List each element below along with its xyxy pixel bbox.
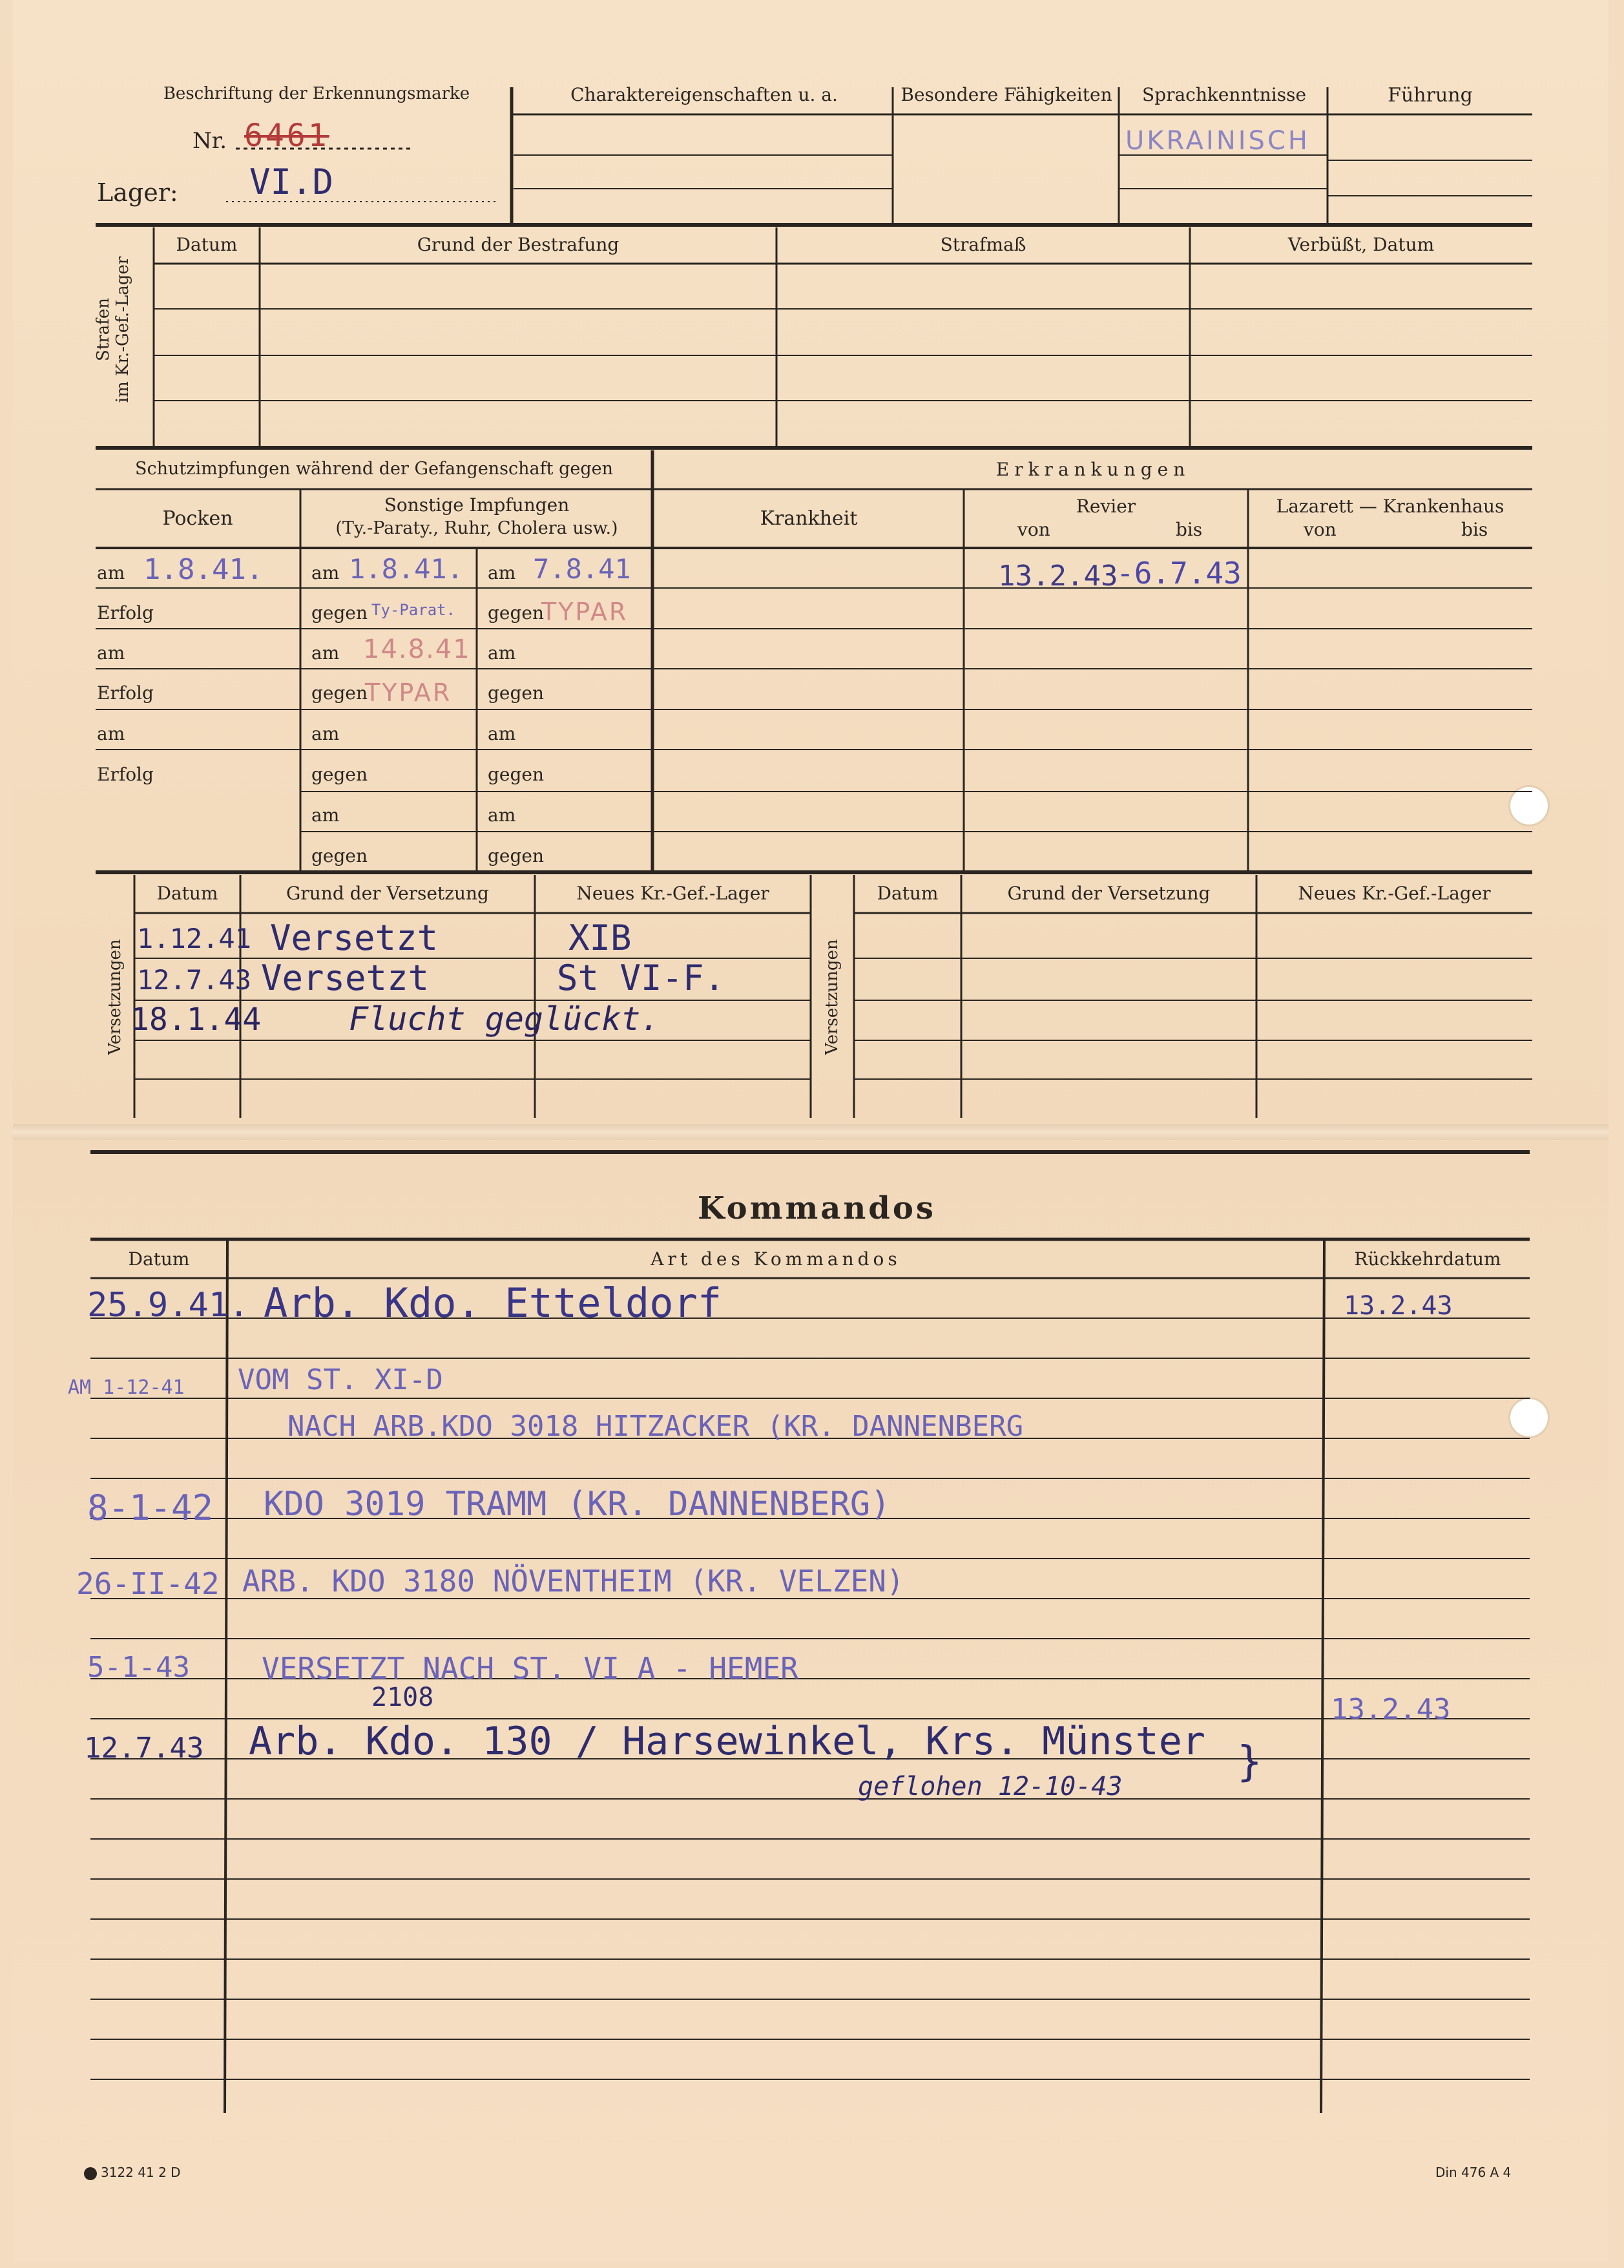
marke-header: Beschriftung der Erkennungsmarke: [163, 84, 470, 103]
komm-row-datum: 12.7.43: [84, 1732, 204, 1765]
pocken-am-label: am: [97, 723, 125, 744]
brace-mark: }: [1237, 1738, 1262, 1786]
strafen-grund-header: Grund der Bestrafung: [417, 234, 619, 255]
komm-row-art: VOM ST. XI-D: [238, 1363, 443, 1396]
pocken-am-value: 1.8.41.: [143, 553, 264, 586]
versetz2-datum-header: Datum: [877, 883, 939, 904]
s3-gegen-label: gegen: [311, 682, 368, 704]
pocken-erfolg-label: Erfolg: [97, 602, 154, 624]
s8-am-label: am: [488, 804, 516, 826]
pocken-am-label: am: [97, 562, 125, 583]
kommandos-title: Kommandos: [698, 1190, 936, 1226]
lager-label: Lager:: [97, 178, 178, 207]
lazarett-header: Lazarett — Krankenhaus: [1276, 496, 1504, 517]
s3-gegen-value: TYPAR: [365, 678, 452, 707]
strafen-datum-header: Datum: [176, 234, 238, 255]
komm-row-datum: 26-II-42: [76, 1566, 220, 1601]
s4-gegen-label: gegen: [488, 682, 545, 704]
form-number: [84, 2165, 181, 2180]
strafen-side-label-2: im Kr.-Gef.-Lager: [113, 256, 132, 403]
versetz-grund-header: Grund der Versetzung: [286, 883, 489, 904]
s1-am-label: am: [311, 562, 340, 583]
versetz-side-label-right: Versetzungen: [822, 939, 842, 1055]
komm-datum-header: Datum: [128, 1248, 190, 1270]
versetz-row-datum: 1.12.41: [137, 923, 252, 954]
s7-gegen-label: gegen: [311, 845, 368, 866]
s5-am-label: am: [311, 723, 340, 744]
komm-row-datum: 5-1-43: [87, 1651, 190, 1684]
lager-value: VI.D: [249, 162, 334, 202]
strafen-side-label-1: Strafen: [94, 298, 113, 361]
impf-title: Schutzimpfungen während der Gefangenschaft gegen: [135, 459, 613, 479]
revier-bis-value: -6.7.43: [1116, 556, 1242, 591]
form-emblem-icon: [84, 2167, 97, 2180]
komm-row-datum: AM 1-12-41: [68, 1376, 185, 1399]
komm-row-art: VERSETZT NACH ST. VI A - HEMER: [262, 1651, 798, 1686]
s6-am-label: am: [488, 723, 516, 744]
komm-row-datum: 25.9.41.: [87, 1286, 249, 1325]
komm-row-datum: 8-1-42: [87, 1487, 214, 1528]
lazarett-bis-label: bis: [1461, 519, 1488, 540]
revier-header: Revier: [1076, 496, 1136, 517]
impf-pocken-header: Pocken: [162, 507, 233, 530]
komm-row-art: geflohen 12-10-43: [858, 1772, 1123, 1801]
impf-sonstige-sub: (Ty.-Paraty., Ruhr, Cholera usw.): [335, 518, 618, 538]
strafen-side-label: [94, 236, 132, 423]
versetz-row-datum: 18.1.44: [130, 1002, 262, 1038]
s6-gegen-label: gegen: [488, 764, 545, 785]
lazarett-von-label: von: [1304, 519, 1337, 540]
s5-gegen-label: gegen: [311, 764, 368, 785]
versetz2-neues-header: Neues Kr.-Gef.-Lager: [1298, 883, 1491, 904]
versetz-row-lager: St VI-F.: [557, 958, 725, 998]
sprach-header: Sprachkenntnisse: [1141, 84, 1307, 105]
revier-von-value: 13.2.43: [998, 560, 1118, 593]
komm-row-art: Arb. Kdo. Etteldorf: [264, 1279, 722, 1327]
fuehrung-header: Führung: [1388, 84, 1473, 107]
s1-gegen-label: gegen: [311, 602, 368, 624]
komm-rueck-header: Rückkehrdatum: [1354, 1248, 1501, 1270]
komm-row-rueck: 13.2.43: [1331, 1693, 1451, 1726]
s2-am-label: am: [488, 562, 516, 583]
krankheit-header: Krankheit: [760, 507, 858, 530]
versetz-row-datum: 12.7.43: [137, 964, 252, 996]
erkrank-title: Erkrankungen: [995, 459, 1191, 480]
revier-von-label: von: [1017, 519, 1050, 540]
s2-am-value: 7.8.41: [533, 553, 631, 585]
s3-am-label: am: [311, 642, 340, 664]
faehig-header: Besondere Fähigkeiten: [900, 84, 1112, 105]
pocken-erfolg-label: Erfolg: [97, 682, 154, 704]
versetz-datum-header: Datum: [156, 883, 218, 904]
komm-art-header: Art des Kommandos: [651, 1248, 901, 1270]
komm-row-art: ARB. KDO 3180 NÖVENTHEIM (KR. VELZEN): [242, 1564, 904, 1599]
komm-note-above: 2108: [371, 1683, 434, 1712]
strafen-verbuesst-header: Verbüßt, Datum: [1287, 234, 1435, 255]
komm-row-art: Arb. Kdo. 130 / Harsewinkel, Krs. Münster: [249, 1719, 1206, 1764]
versetz-row-grund: Versetzt: [261, 958, 430, 998]
s7-am-label: am: [311, 804, 340, 826]
s3-am-value: 14.8.41: [363, 635, 471, 664]
nr-label: Nr.: [193, 128, 227, 154]
pocken-erfolg-label: Erfolg: [97, 764, 154, 785]
s4-am-label: am: [488, 642, 516, 664]
strafen-strafmass-header: Strafmaß: [940, 234, 1026, 255]
revier-bis-label: bis: [1176, 519, 1203, 540]
s2-gegen-label: gegen: [488, 602, 545, 624]
versetz-row-grund: Versetzt: [270, 918, 439, 958]
versetz-row-grund: Flucht geglückt.: [349, 1000, 660, 1038]
s2-gegen-value: TYPAR: [541, 598, 629, 626]
nr-value: 6461: [244, 118, 329, 154]
char-header: Charaktereigenschaften u. a.: [570, 84, 838, 105]
versetz-row-lager: XIB: [568, 918, 632, 958]
versetz-neues-header: Neues Kr.-Gef.-Lager: [576, 883, 769, 904]
komm-row-art: KDO 3019 TRAMM (KR. DANNENBERG): [264, 1485, 891, 1524]
s1-gegen-value: Ty-Parat.: [371, 601, 456, 619]
form-number-text: 3122 41 2 D: [101, 2165, 181, 2180]
komm-row-art: NACH ARB.KDO 3018 HITZACKER (KR. DANNENBERG: [287, 1410, 1024, 1443]
impf-sonstige-header: Sonstige Impfungen: [384, 494, 570, 516]
s8-gegen-label: gegen: [488, 845, 545, 866]
pocken-am-label: am: [97, 642, 125, 664]
s1-am-value: 1.8.41.: [349, 553, 464, 585]
sprach-value: UKRAINISCH: [1125, 126, 1310, 156]
versetz-side-label-left: Versetzungen: [105, 939, 125, 1055]
versetz2-grund-header: Grund der Versetzung: [1007, 883, 1211, 904]
komm-row-rueck: 13.2.43: [1344, 1291, 1453, 1321]
din-format: Din 476 A 4: [1435, 2165, 1512, 2180]
